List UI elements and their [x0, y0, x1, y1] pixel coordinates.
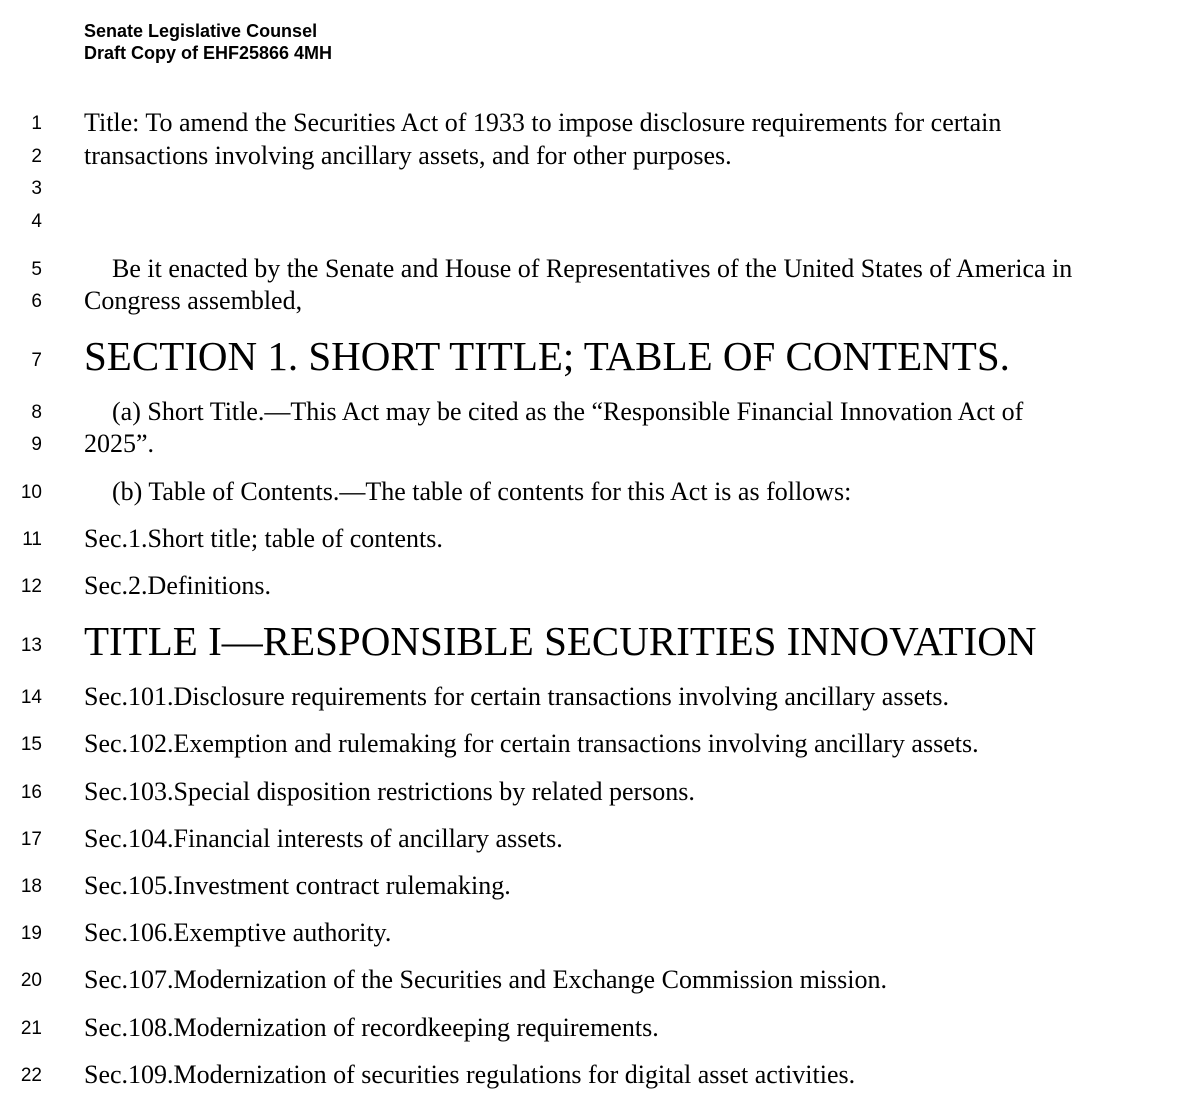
line-number: 15: [20, 734, 42, 755]
toc-entry-sec-101: Sec.101.Disclosure requirements for certain transactions involving ancillary assets.: [84, 682, 949, 711]
toc-intro: (b) Table of Contents.—The table of contents for this Act is as follows:: [112, 477, 852, 506]
line-number: 14: [20, 687, 42, 708]
line-number: 13: [20, 635, 42, 656]
toc-entry-sec-109: Sec.109.Modernization of securities regulations for digital asset activities.: [84, 1060, 856, 1089]
toc-entry-sec-105: Sec.105.Investment contract rulemaking.: [84, 871, 511, 900]
line-number: 18: [20, 876, 42, 897]
short-title-line-1: (a) Short Title.—This Act may be cited as the “Responsible Financial Innovation Act of: [112, 397, 1024, 426]
line-number: 9: [31, 434, 42, 455]
line-number: 17: [20, 829, 42, 850]
toc-entry-sec-108: Sec.108.Modernization of recordkeeping requirements.: [84, 1013, 659, 1042]
line-number: 5: [31, 259, 42, 280]
line-number: 8: [31, 402, 42, 423]
line-number: 10: [20, 482, 42, 503]
line-number: 4: [31, 211, 42, 232]
toc-entry-sec-107: Sec.107.Modernization of the Securities and Exchange Commission mission.: [84, 965, 887, 994]
line-number: 20: [20, 970, 42, 991]
enacting-clause-line-2: Congress assembled,: [84, 286, 303, 315]
toc-entry-sec-102: Sec.102.Exemption and rulemaking for certain transactions involving ancillary assets.: [84, 729, 979, 758]
line-number: 19: [20, 923, 42, 944]
line-number: 11: [22, 529, 42, 550]
title-line-2: transactions involving ancillary assets, and for other purposes.: [84, 141, 732, 170]
short-title-line-2: 2025”.: [84, 429, 155, 458]
line-number: 22: [20, 1065, 42, 1086]
line-number: 6: [31, 291, 42, 312]
title-line-1: Title: To amend the Securities Act of 1933 to impose disclosure requirements for certain: [84, 108, 1002, 137]
line-number: 3: [31, 178, 42, 199]
toc-entry-sec-2: Sec.2.Definitions.: [84, 571, 272, 600]
section-1-heading: SECTION 1. SHORT TITLE; TABLE OF CONTENTS.: [84, 333, 1010, 379]
line-number: 1: [31, 113, 42, 134]
toc-entry-sec-1: Sec.1.Short title; table of contents.: [84, 524, 443, 553]
line-number: 12: [20, 576, 42, 597]
line-number: 7: [31, 350, 42, 371]
header-office: Senate Legislative Counsel: [84, 21, 318, 41]
document-header: [84, 20, 332, 64]
header-draft-id: Draft Copy of EHF25866 4MH: [84, 43, 333, 63]
toc-entry-sec-104: Sec.104.Financial interests of ancillary assets.: [84, 824, 563, 853]
toc-entry-sec-103: Sec.103.Special disposition restrictions by related persons.: [84, 777, 695, 806]
toc-entry-sec-106: Sec.106.Exemptive authority.: [84, 918, 392, 947]
line-number: 21: [20, 1018, 42, 1039]
enacting-clause-line-1: Be it enacted by the Senate and House of Representatives of the United States of America in: [112, 254, 1073, 283]
line-number: 2: [31, 146, 42, 167]
line-number: 16: [20, 782, 42, 803]
title-i-heading: TITLE I—RESPONSIBLE SECURITIES INNOVATION: [84, 618, 1037, 664]
